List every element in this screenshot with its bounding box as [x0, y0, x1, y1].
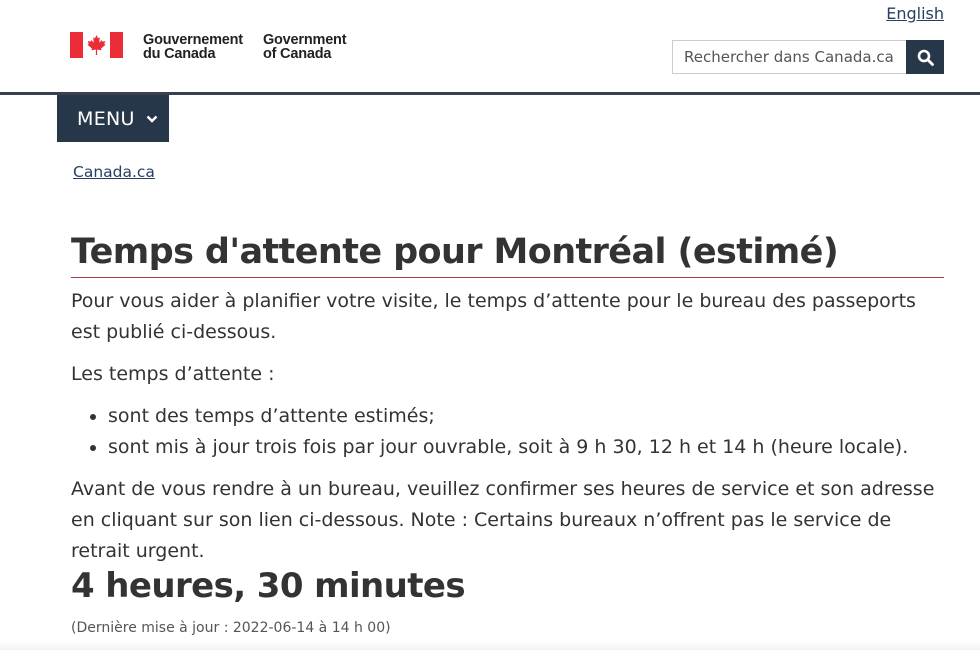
signature-en: [263, 33, 346, 61]
list-item: • sont mis à jour trois fois par jour ouvrable, soit à 9 h 30, 12 h et 14 h (heure locale).: [108, 432, 946, 463]
title-underline: [71, 277, 944, 278]
intro-paragraph: Pour vous aider à planifier votre visite, le temps d’attente pour le bureau des passeports est publié ci-dessous.: [71, 290, 916, 343]
list-item: • sont des temps d’attente estimés;: [108, 401, 946, 432]
search-input[interactable]: [672, 40, 906, 74]
menu-button[interactable]: [57, 95, 169, 142]
canada-flag-icon: [70, 32, 123, 58]
search-button[interactable]: [906, 40, 944, 74]
bottom-fade: [0, 640, 980, 650]
magnifier-icon: [917, 49, 934, 66]
signature-fr-line-1: Gouvernement: [143, 32, 243, 48]
signature-fr: [143, 33, 243, 61]
list-intro: Les temps d’attente :: [71, 363, 275, 385]
page-title: Temps d'attente pour Montréal (estimé): [71, 232, 839, 272]
chevron-down-icon: [145, 112, 159, 126]
main-content: [71, 286, 946, 578]
signature-en-line-1: Government: [262, 32, 347, 48]
signature-en-line-2: of Canada: [262, 46, 332, 62]
signature-fr-line-2: du Canada: [143, 46, 216, 62]
wait-time: 4 heures, 30 minutes: [71, 566, 465, 606]
info-list: [71, 401, 946, 463]
government-signature[interactable]: [70, 32, 346, 62]
menu-label: MENU: [77, 107, 135, 130]
breadcrumb-link-canada[interactable]: Canada.ca: [73, 163, 155, 181]
language-toggle-link[interactable]: English: [886, 4, 944, 23]
note-paragraph: Avant de vous rendre à un bureau, veuillez confirmer ses heures de service et son adresse en cliquant sur son lien ci-dessous. Note : Certains bureaux n’offrent pas le service de retrait urgent.: [71, 478, 935, 562]
search-form: [672, 40, 944, 74]
last-updated: (Dernière mise à jour : 2022-06-14 à 14 h 00): [71, 620, 391, 636]
site-header: [0, 0, 980, 95]
